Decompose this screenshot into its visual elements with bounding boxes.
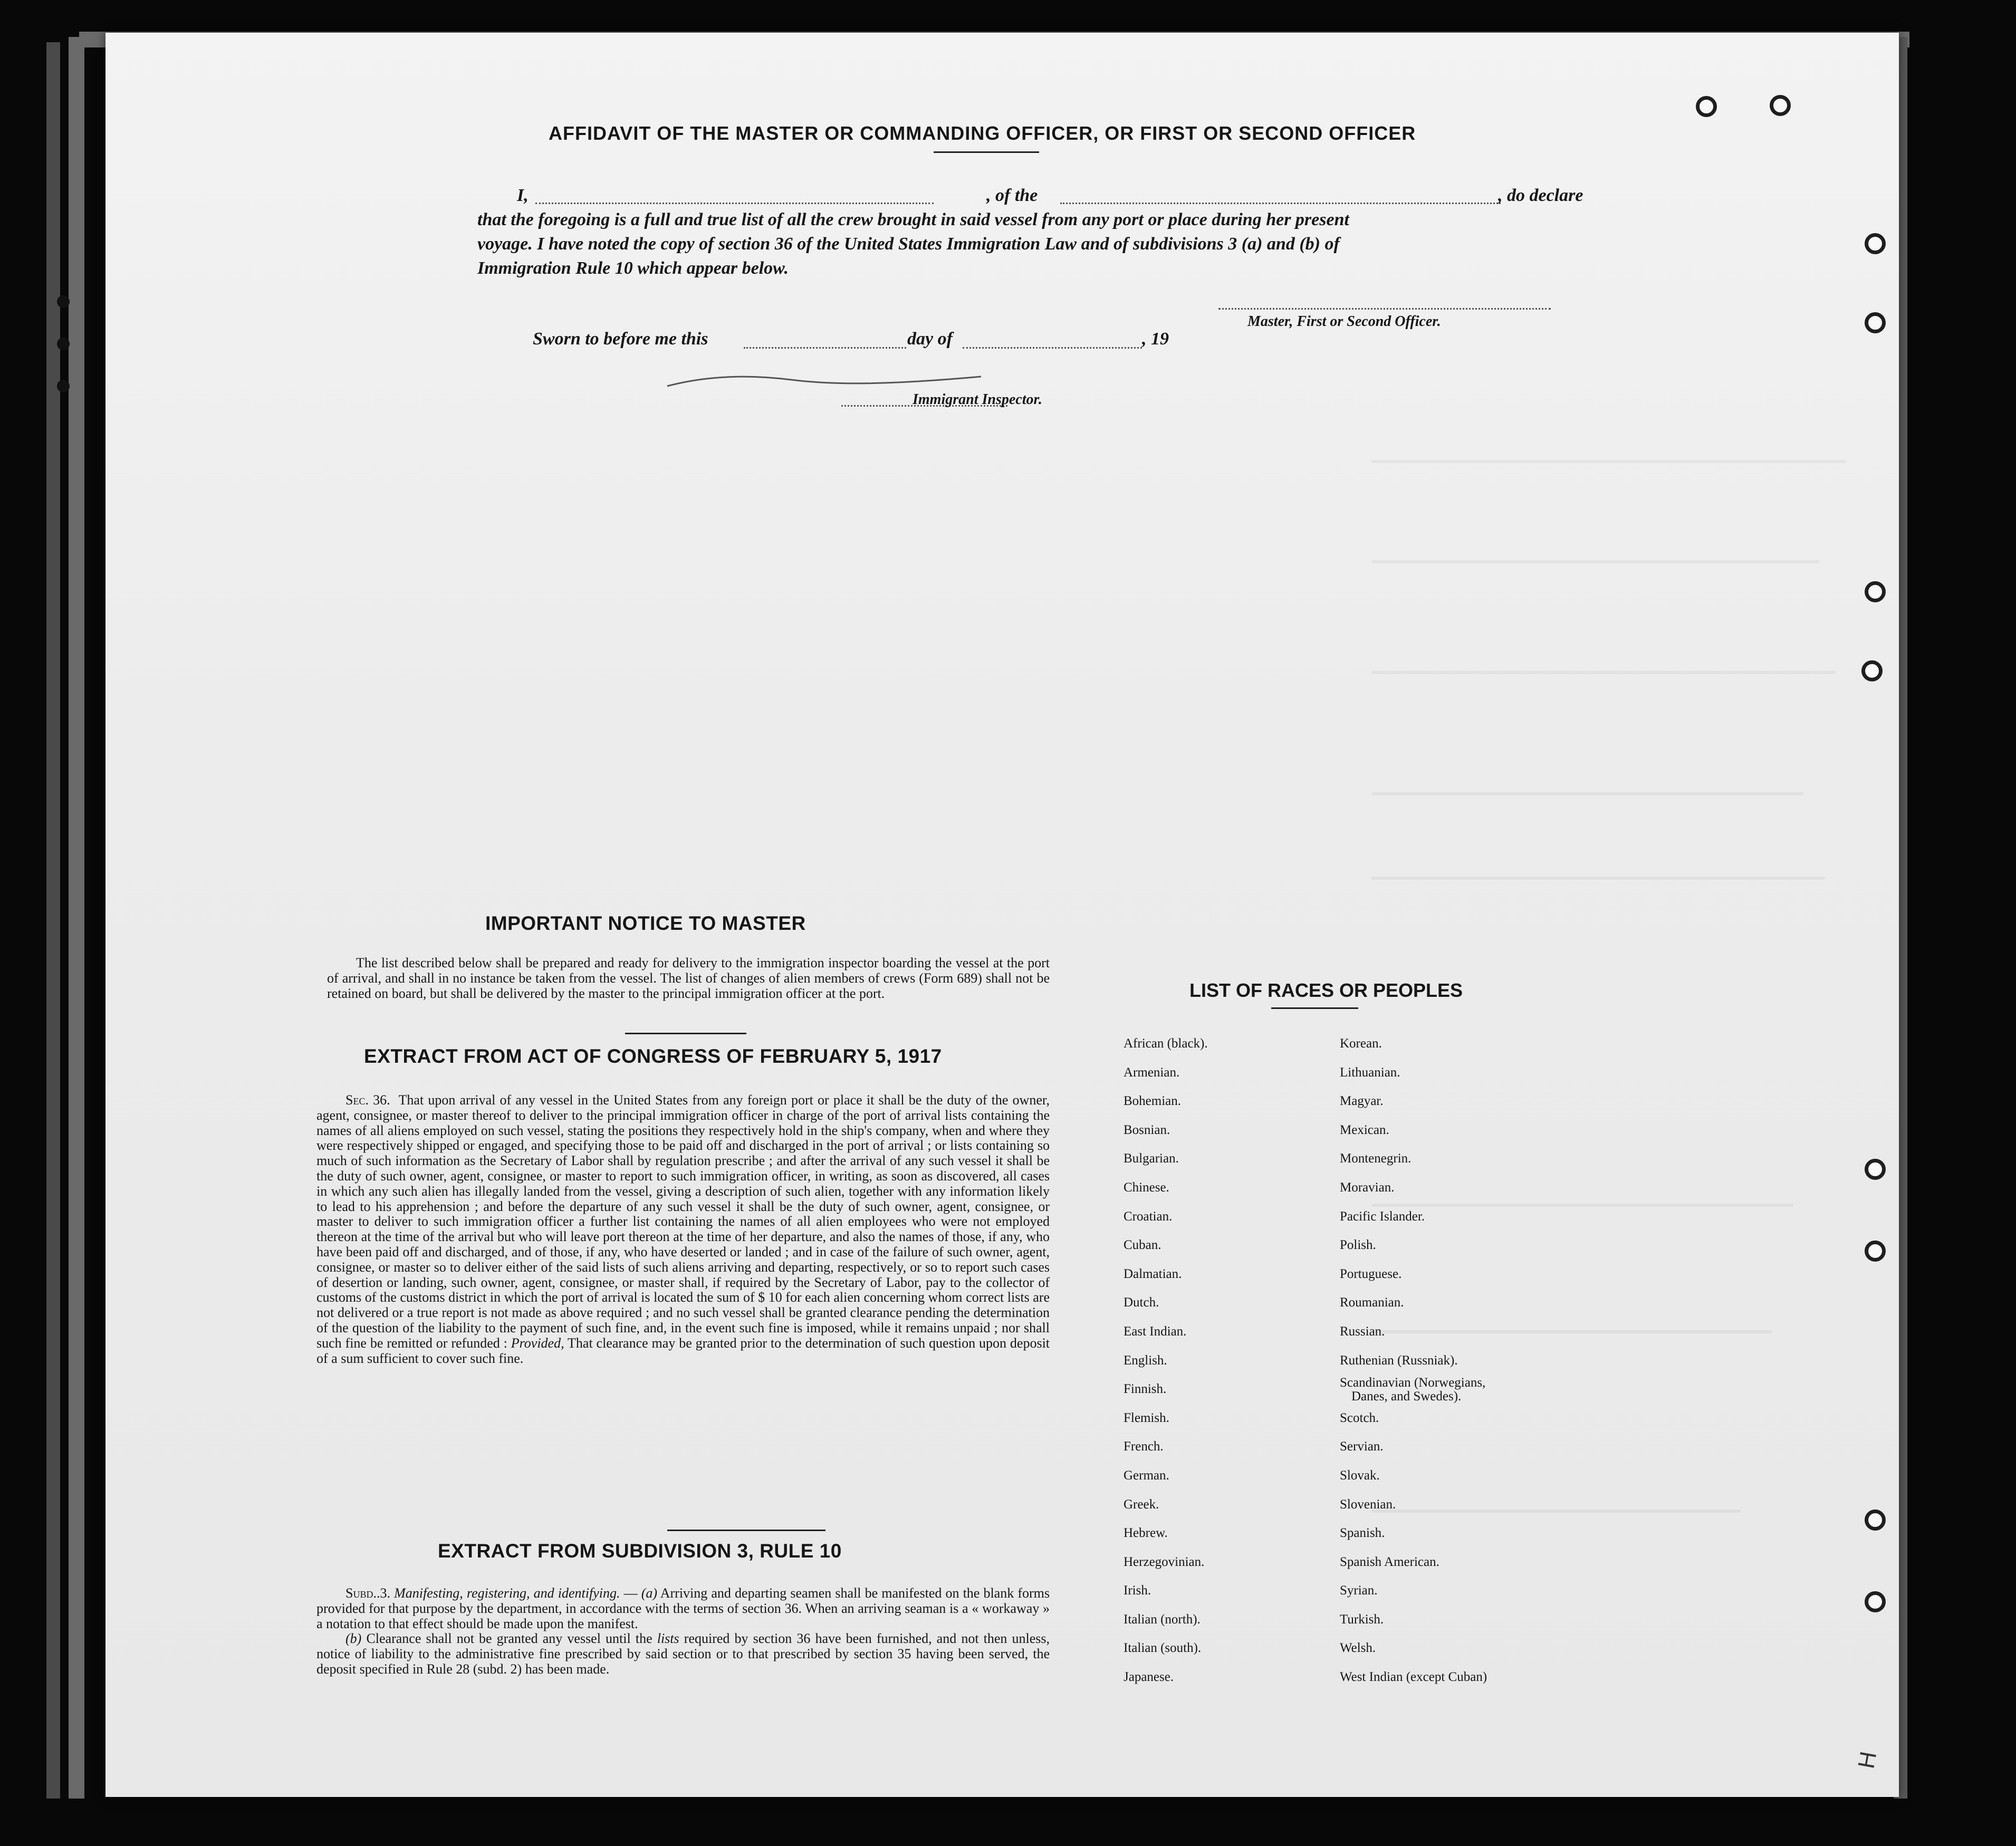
punch-hole-icon bbox=[1865, 1159, 1886, 1180]
race-item: Bohemian. bbox=[1124, 1094, 1182, 1109]
race-item: Finnish. bbox=[1124, 1382, 1167, 1397]
race-item: Servian. bbox=[1340, 1439, 1384, 1454]
bleed-through bbox=[1371, 671, 1836, 674]
race-item: Syrian. bbox=[1340, 1583, 1378, 1598]
master-signature-blank[interactable] bbox=[1218, 308, 1551, 310]
race-item: Turkish. bbox=[1340, 1612, 1384, 1627]
section-label: Sec. 36. bbox=[345, 1092, 390, 1108]
race-item: Chinese. bbox=[1124, 1180, 1169, 1195]
punch-hole-icon bbox=[1865, 581, 1886, 602]
race-item: English. bbox=[1124, 1353, 1167, 1368]
punch-hole-icon bbox=[1770, 95, 1791, 116]
race-item: Japanese. bbox=[1124, 1670, 1174, 1685]
race-item: Irish. bbox=[1124, 1583, 1151, 1598]
race-item: Scandinavian (Norwegians, Danes, and Swedes). bbox=[1340, 1376, 1486, 1404]
race-item: Pacific Islander. bbox=[1340, 1209, 1425, 1224]
race-item: French. bbox=[1124, 1439, 1164, 1454]
section-36-text: That upon arrival of any vessel in the United States from any foreign port or place it shall be the duty of the owner, agent, consignee, or master thereof to deliver to the principal immigration officer in charge of the port of arrival lists containing the names of all aliens employed on such vessel, stating the positions they respectively hold in the ship's company, when and where they were respectively shipped or engaged, and specifying those to be paid off and discharged in the port of arrival ; or lists containing so much of such information as the Secretary of Labor shall by regulation prescribe ; and after the arrival of any such vessel it shall be the duty of such owner, agent, consignee, or master to report to such immigration officer, in writing, as soon as discovered, all cases in which any such alien has illegally landed from the vessel, giving a description of such alien, together with any information likely to lead to his apprehension ; and before the departure of any such vessel it shall be the duty of such owner, agent, consignee, or master to deliver to such immigration officer a further list containing the names of all alien employees who were not employed thereon at the time of the arrival but who will leave port thereon at the time of her departure, and also the names of those, if any, who have been paid off and discharged, and of those, if any, who have deserted or landed ; and in case of the failure of such owner, agent, consignee, or master so to deliver either of the said lists of such aliens arriving and departing, respectively, or so to report such cases of desertion or landing, such owner, agent, consignee, or master shall, if required by the Secretary of Labor, pay to the collector of customs of the customs district in which the port of arrival is located the sum of $ 10 for each alien concerning whom correct lists are not delivered or a true report is not made as above required ; and no such vessel shall be granted clearance pending the determination of the question of the liability to the payment of such fine, and, in the event such fine is imposed, while it remains unpaid ; nor shall such fine be remitted or refunded : bbox=[316, 1092, 1050, 1351]
sworn-year-prefix: , 19 bbox=[1142, 329, 1169, 349]
punch-hole-icon bbox=[1861, 660, 1883, 681]
sworn-day-blank[interactable] bbox=[744, 347, 906, 349]
punch-hole-icon bbox=[1865, 1510, 1886, 1531]
race-item: Mexican. bbox=[1340, 1122, 1389, 1137]
binding-hole bbox=[57, 380, 70, 392]
para-a-marker: (a) bbox=[641, 1585, 658, 1601]
race-item: East Indian. bbox=[1124, 1324, 1187, 1339]
bleed-through bbox=[1371, 792, 1804, 795]
inspector-label: Immigrant Inspector. bbox=[913, 391, 1042, 408]
race-item: Slovak. bbox=[1340, 1468, 1380, 1483]
race-item: Dalmatian. bbox=[1124, 1266, 1182, 1281]
bleed-through bbox=[1371, 877, 1825, 880]
race-item: Hebrew. bbox=[1124, 1526, 1168, 1541]
race-item: Spanish American. bbox=[1340, 1554, 1439, 1569]
sworn-prefix: Sworn to before me this bbox=[533, 329, 708, 349]
para-b-marker: (b) bbox=[345, 1631, 362, 1647]
race-item: Cuban. bbox=[1124, 1238, 1161, 1253]
races-title: LIST OF RACES OR PEOPLES bbox=[1189, 979, 1463, 1001]
sworn-day-of: day of bbox=[907, 329, 953, 349]
race-item: Montenegrin. bbox=[1340, 1151, 1412, 1166]
form-sheet bbox=[105, 33, 1899, 1797]
affidavit-title: AFFIDAVIT OF THE MASTER OR COMMANDING OFFICER, OR FIRST OR SECOND OFFICER bbox=[549, 122, 1416, 144]
provided-text: That clearance may be granted prior to the determination of such question upon deposit of a sum sufficient to cover such fine. bbox=[316, 1335, 1050, 1366]
race-item: Dutch. bbox=[1124, 1295, 1159, 1310]
para-a-text: Arriving and departing seamen shall be manifested on the blank forms provided for that purpose by the department, in accordance with the terms of section 36. When an arriving seaman is a « workaway » a notation to that effect should be made upon the manifest. bbox=[316, 1585, 1050, 1631]
affidavit-line-3: voyage. I have noted the copy of section 36 of the United States Immigration Law and of subdivisions 3 (a) and (b) of bbox=[477, 234, 1340, 254]
master-signature-label: Master, First or Second Officer. bbox=[1247, 313, 1441, 330]
rule-text: Subd..3. Manifesting, registering, and identifying. — (a) Arriving and departing seamen shall be manifested on the blank forms provided for that purpose by the department, in accordance with the terms of section 36. When an arriving seaman is a « workaway » a notation to that effect should be made upon the manifest. (b) Clearance shall not be granted any vessel until the lists required by section 36 have been furnished, and not then unless, notice of liability to the administrative fine prescribed by said section or to that prescribed by section 35 having been served, the deposit specified in Rule 28 (subd. 2) has been made. bbox=[316, 1585, 1050, 1677]
affidavit-of-the: , of the bbox=[986, 186, 1038, 205]
race-item: Roumanian. bbox=[1340, 1295, 1404, 1310]
race-item: Armenian. bbox=[1124, 1065, 1180, 1080]
race-item: Moravian. bbox=[1340, 1180, 1395, 1195]
race-item: Croatian. bbox=[1124, 1209, 1173, 1224]
race-item: Greek. bbox=[1124, 1497, 1159, 1512]
race-item: Ruthenian (Russniak). bbox=[1340, 1353, 1458, 1368]
act-text bbox=[316, 1093, 1050, 1366]
race-item: Welsh. bbox=[1340, 1641, 1376, 1656]
affidavit-i: I, bbox=[517, 186, 529, 205]
race-item: African (black). bbox=[1124, 1036, 1208, 1051]
race-item: Lithuanian. bbox=[1340, 1065, 1400, 1080]
act-title: EXTRACT FROM ACT OF CONGRESS OF FEBRUARY 5, 1917 bbox=[364, 1045, 942, 1067]
bleed-through bbox=[1371, 560, 1820, 563]
race-item: Polish. bbox=[1340, 1238, 1376, 1253]
race-item: Bulgarian. bbox=[1124, 1151, 1179, 1166]
race-item: Herzegovinian. bbox=[1124, 1554, 1205, 1569]
affidavit-do-declare: , do declare bbox=[1498, 186, 1583, 205]
binding-holes bbox=[53, 295, 74, 422]
name-blank[interactable] bbox=[535, 203, 934, 204]
title-underline bbox=[934, 151, 1039, 153]
race-item: Portuguese. bbox=[1340, 1266, 1402, 1281]
punch-hole-icon bbox=[1865, 1241, 1886, 1262]
race-item: Flemish. bbox=[1124, 1410, 1169, 1425]
punch-hole-icon bbox=[1865, 1591, 1886, 1612]
vessel-blank[interactable] bbox=[1060, 203, 1501, 204]
para-b-text-1: Clearance shall not be granted any vessel until the bbox=[366, 1631, 652, 1647]
race-item: West Indian (except Cuban) bbox=[1340, 1670, 1487, 1685]
corner-mark: H bbox=[1853, 1749, 1882, 1771]
races-right-column bbox=[1340, 1030, 1487, 1692]
punch-hole-icon bbox=[1696, 96, 1717, 117]
punch-hole-icon bbox=[1865, 233, 1886, 254]
affidavit-line-4: Immigration Rule 10 which appear below. bbox=[477, 258, 789, 278]
races-underline bbox=[1271, 1007, 1358, 1009]
inspector-signature bbox=[665, 370, 1002, 391]
punch-hole-icon bbox=[1865, 312, 1886, 333]
section-divider bbox=[667, 1530, 825, 1531]
race-item: Bosnian. bbox=[1124, 1122, 1170, 1137]
para-b-lists: lists bbox=[657, 1631, 679, 1647]
binding-hole bbox=[57, 295, 70, 308]
binding-hole bbox=[57, 338, 70, 350]
affidavit-line-2: that the foregoing is a full and true list of all the crew brought in said vessel from any port or place during her present bbox=[477, 210, 1349, 229]
rule-title: EXTRACT FROM SUBDIVISION 3, RULE 10 bbox=[438, 1540, 842, 1562]
race-item: Scotch. bbox=[1340, 1410, 1379, 1425]
race-item: German. bbox=[1124, 1468, 1169, 1483]
race-item: Korean. bbox=[1340, 1036, 1382, 1051]
notice-title: IMPORTANT NOTICE TO MASTER bbox=[485, 912, 806, 934]
subd-label: Subd..3. bbox=[345, 1585, 390, 1601]
subd-heading: Manifesting, registering, and identifying. bbox=[394, 1585, 620, 1601]
race-item: Slovenian. bbox=[1340, 1497, 1396, 1512]
provided-label: Provided, bbox=[511, 1335, 564, 1351]
race-item: Italian (north). bbox=[1124, 1612, 1201, 1627]
bleed-through bbox=[1371, 460, 1846, 463]
race-item: Spanish. bbox=[1340, 1526, 1385, 1541]
para-b-text-2: required by section 36 have been furnished, and not then unless, notice of liability to the administrative fine prescribed by said section or to that prescribed by section 35 having been served, the deposit specified in Rule 28 (subd. 2) has been made. bbox=[316, 1631, 1050, 1677]
section-divider bbox=[625, 1033, 746, 1034]
race-item: Italian (south). bbox=[1124, 1641, 1202, 1656]
sworn-month-blank[interactable] bbox=[963, 347, 1142, 349]
race-item: Magyar. bbox=[1340, 1094, 1384, 1109]
notice-text: The list described below shall be prepared and ready for delivery to the immigration inspector boarding the vessel at the port of arrival, and shall in no instance be taken from the vessel. The list of changes of alien members of crews (Form 689) shall not be retained on board, but shall be delivered by the master to the principal immigration officer at the port. bbox=[327, 955, 1050, 1001]
races-left-column bbox=[1124, 1030, 1208, 1692]
race-item: Russian. bbox=[1340, 1324, 1385, 1339]
